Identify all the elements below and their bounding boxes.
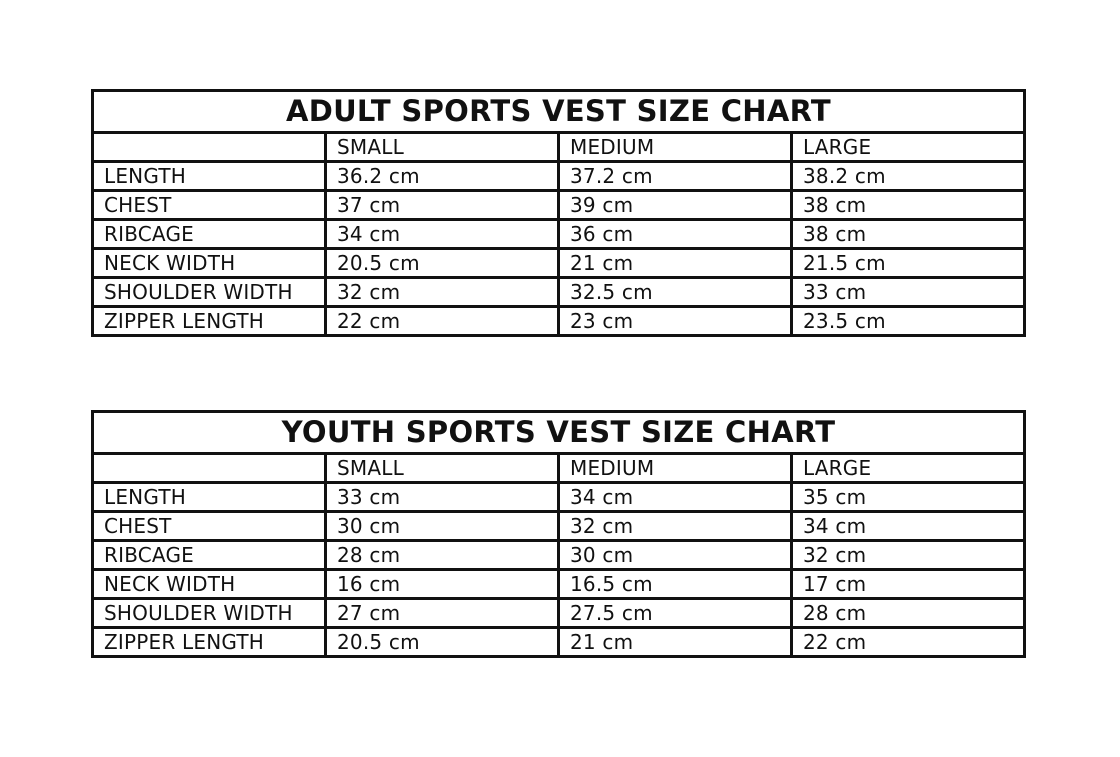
- cell-medium: 30 cm: [559, 541, 792, 570]
- youth-row-chest: [93, 512, 1025, 541]
- cell-large: 23.5 cm: [792, 307, 1025, 336]
- youth-header-row: [93, 454, 1025, 483]
- cell-small: 20.5 cm: [326, 249, 559, 278]
- youth-header-small: SMALL: [326, 454, 559, 483]
- adult-size-chart-table: [91, 89, 1026, 337]
- cell-medium: 32.5 cm: [559, 278, 792, 307]
- youth-header-large: LARGE: [792, 454, 1025, 483]
- youth-row-zipper-length: [93, 628, 1025, 657]
- cell-medium: 39 cm: [559, 191, 792, 220]
- cell-large: 17 cm: [792, 570, 1025, 599]
- youth-header-blank: [93, 454, 326, 483]
- row-label: RIBCAGE: [93, 541, 326, 570]
- adult-title-row: [93, 91, 1025, 133]
- youth-row-ribcage: [93, 541, 1025, 570]
- adult-header-medium: MEDIUM: [559, 133, 792, 162]
- cell-large: 28 cm: [792, 599, 1025, 628]
- cell-small: 34 cm: [326, 220, 559, 249]
- row-label: NECK WIDTH: [93, 570, 326, 599]
- row-label: CHEST: [93, 512, 326, 541]
- adult-row-shoulder-width: [93, 278, 1025, 307]
- cell-medium: 16.5 cm: [559, 570, 792, 599]
- cell-small: 20.5 cm: [326, 628, 559, 657]
- cell-large: 38 cm: [792, 220, 1025, 249]
- cell-small: 30 cm: [326, 512, 559, 541]
- cell-large: 22 cm: [792, 628, 1025, 657]
- youth-row-length: [93, 483, 1025, 512]
- cell-small: 33 cm: [326, 483, 559, 512]
- cell-large: 32 cm: [792, 541, 1025, 570]
- adult-header-small: SMALL: [326, 133, 559, 162]
- youth-chart-title: YOUTH SPORTS VEST SIZE CHART: [93, 412, 1025, 454]
- cell-medium: 36 cm: [559, 220, 792, 249]
- cell-large: 33 cm: [792, 278, 1025, 307]
- row-label: RIBCAGE: [93, 220, 326, 249]
- adult-row-length: [93, 162, 1025, 191]
- youth-size-chart-table: [91, 410, 1026, 658]
- cell-medium: 27.5 cm: [559, 599, 792, 628]
- cell-large: 35 cm: [792, 483, 1025, 512]
- cell-medium: 34 cm: [559, 483, 792, 512]
- cell-large: 38 cm: [792, 191, 1025, 220]
- cell-small: 22 cm: [326, 307, 559, 336]
- row-label: SHOULDER WIDTH: [93, 278, 326, 307]
- cell-large: 38.2 cm: [792, 162, 1025, 191]
- cell-medium: 32 cm: [559, 512, 792, 541]
- youth-title-row: [93, 412, 1025, 454]
- youth-header-medium: MEDIUM: [559, 454, 792, 483]
- cell-large: 34 cm: [792, 512, 1025, 541]
- adult-row-chest: [93, 191, 1025, 220]
- cell-small: 36.2 cm: [326, 162, 559, 191]
- adult-header-large: LARGE: [792, 133, 1025, 162]
- cell-small: 28 cm: [326, 541, 559, 570]
- row-label: SHOULDER WIDTH: [93, 599, 326, 628]
- adult-row-zipper-length: [93, 307, 1025, 336]
- cell-small: 27 cm: [326, 599, 559, 628]
- cell-small: 37 cm: [326, 191, 559, 220]
- row-label: ZIPPER LENGTH: [93, 628, 326, 657]
- row-label: ZIPPER LENGTH: [93, 307, 326, 336]
- row-label: CHEST: [93, 191, 326, 220]
- adult-header-row: [93, 133, 1025, 162]
- youth-row-shoulder-width: [93, 599, 1025, 628]
- adult-header-blank: [93, 133, 326, 162]
- row-label: LENGTH: [93, 483, 326, 512]
- row-label: LENGTH: [93, 162, 326, 191]
- cell-small: 16 cm: [326, 570, 559, 599]
- youth-row-neck-width: [93, 570, 1025, 599]
- cell-large: 21.5 cm: [792, 249, 1025, 278]
- cell-medium: 21 cm: [559, 628, 792, 657]
- row-label: NECK WIDTH: [93, 249, 326, 278]
- adult-chart-title: ADULT SPORTS VEST SIZE CHART: [93, 91, 1025, 133]
- cell-medium: 23 cm: [559, 307, 792, 336]
- cell-medium: 21 cm: [559, 249, 792, 278]
- cell-medium: 37.2 cm: [559, 162, 792, 191]
- adult-row-ribcage: [93, 220, 1025, 249]
- adult-row-neck-width: [93, 249, 1025, 278]
- cell-small: 32 cm: [326, 278, 559, 307]
